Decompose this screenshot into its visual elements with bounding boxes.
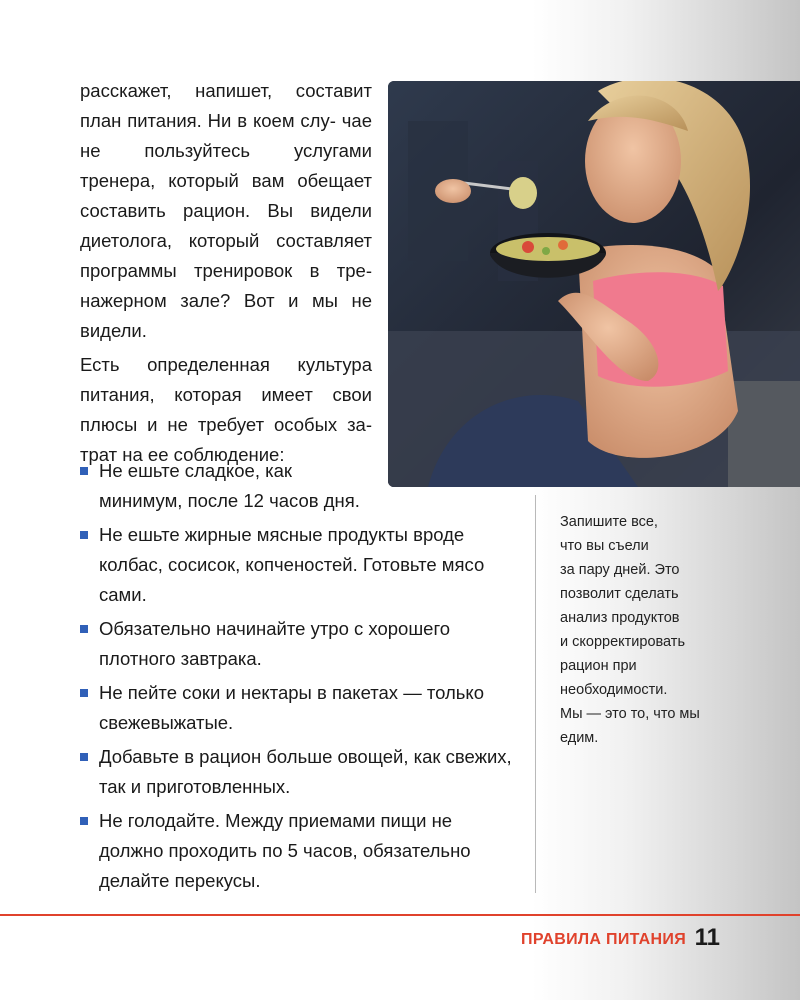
- page-number: 11: [694, 924, 720, 951]
- list-item-text: Не пейте соки и нектары в пакетах — только свежевыжатые.: [99, 682, 485, 733]
- sidenote-line: и скорректировать: [560, 634, 685, 650]
- list-item-text: Не ешьте сладкое, как минимум, после 12 часов дня.: [99, 460, 360, 511]
- intro-paragraph: Есть определенная культура питания, которая имеет свои плюсы и не требует особых за- трат на ее соблюдение:: [80, 354, 372, 465]
- list-item: [80, 520, 520, 610]
- list-item: [80, 456, 371, 516]
- bullet-square-icon: [80, 625, 88, 633]
- sidenote-line: позволит сделать: [560, 586, 679, 602]
- sidenote: [560, 510, 740, 750]
- bullet-square-icon: [80, 753, 88, 761]
- woman-eating-salad-photo: [388, 81, 800, 487]
- intro-text: [80, 76, 372, 474]
- section-title: ПРАВИЛА ПИТАНИЯ: [521, 931, 686, 948]
- list-item-text: Обязательно начинайте утро с хорошего плотного завтрака.: [99, 618, 451, 669]
- bullet-square-icon: [80, 467, 88, 475]
- intro-paragraph: расскажет, напишет, составит план питания. Ни в коем слу- чае не пользуйтесь услугами тренера, который вам обещает составить рацион. Вы видели диетолога, который составляет программы тренировок в тре- нажерном зале? Вот и мы не видели.: [80, 80, 372, 341]
- list-item: [80, 806, 520, 896]
- footer-rule: [0, 914, 800, 916]
- sidenote-line: что вы съели: [560, 538, 649, 554]
- sidenote-line: едим.: [560, 730, 599, 746]
- sidenote-line: Запишите все,: [560, 514, 658, 530]
- bullet-square-icon: [80, 689, 88, 697]
- list-item-text: Не голодайте. Между приемами пищи не должно проходить по 5 часов, обязательно делайте перекусы.: [99, 810, 471, 891]
- list-item-text: Добавьте в рацион больше овощей, как свежих, так и приготовленных.: [99, 746, 512, 797]
- list-item: [80, 614, 520, 674]
- list-item: [80, 678, 520, 738]
- sidenote-line: необходимости.: [560, 682, 668, 698]
- sidenote-line: рацион при: [560, 658, 637, 674]
- sidenote-line: Мы — это то, что мы: [560, 706, 700, 722]
- vertical-divider: [535, 495, 536, 893]
- sidenote-line: анализ продуктов: [560, 610, 680, 626]
- list-item-text: Не ешьте жирные мясные продукты вроде колбас, сосисок, копченостей. Готовьте мясо сами.: [99, 524, 485, 605]
- bullet-square-icon: [80, 817, 88, 825]
- tips-list: [80, 456, 520, 900]
- photo-illustration: [388, 81, 800, 487]
- bullet-square-icon: [80, 531, 88, 539]
- sidenote-line: за пару дней. Это: [560, 562, 680, 578]
- list-item: [80, 742, 520, 802]
